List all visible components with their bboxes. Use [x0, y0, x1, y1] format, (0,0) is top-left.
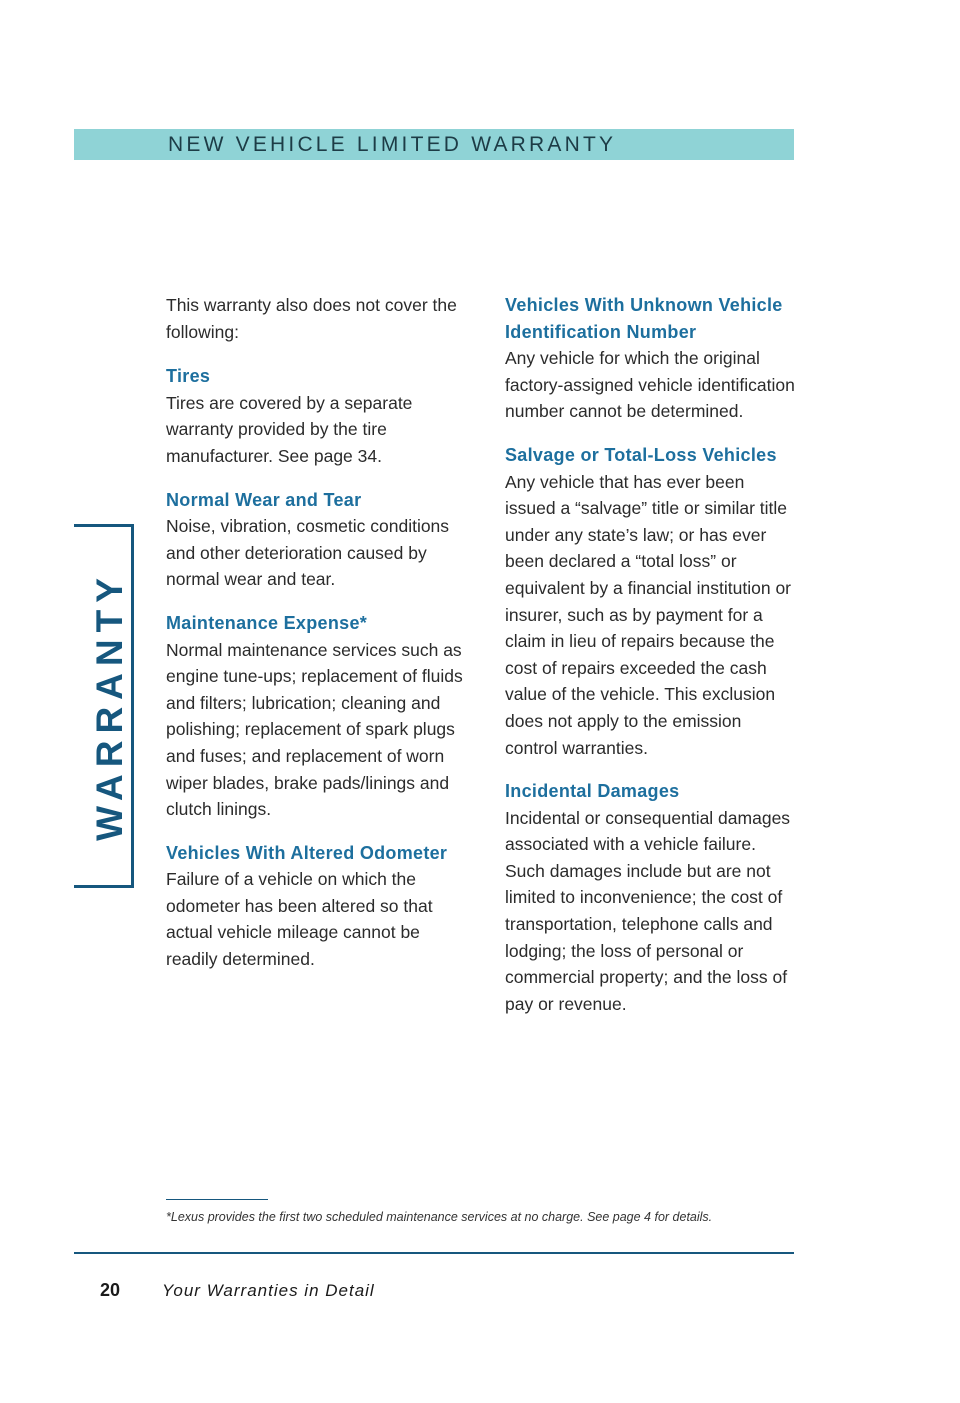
- section-heading: Vehicles With Unknown Vehicle Identification Number: [505, 295, 783, 342]
- section-tires: [166, 363, 466, 469]
- footer-divider: [74, 1252, 794, 1254]
- right-column: [505, 292, 795, 1034]
- section-body: Noise, vibration, cosmetic conditions and other deterioration caused by normal wear and tear.: [166, 516, 450, 590]
- section-body: Normal maintenance services such as engine tune-ups; replacement of fluids and filters; lubrication; cleaning and polishing; replacement of spark plugs and fuses; and replacement of worn wiper blades, brake pads/linings and clutch linings.: [166, 639, 463, 820]
- section-body: Tires are covered by a separate warranty provided by the tire manufacturer. See page 34.: [166, 392, 413, 466]
- section-salvage: [505, 442, 795, 761]
- section-heading: Salvage or Total-Loss Vehicles: [505, 444, 777, 465]
- section-heading: Maintenance Expense*: [166, 612, 368, 633]
- header-banner: [74, 129, 794, 160]
- section-normal-wear: [166, 487, 466, 593]
- section-unknown-vin: [505, 292, 795, 425]
- footnote: *Lexus provides the first two scheduled maintenance services at no charge. See page 4 for details.: [166, 1210, 713, 1224]
- section-body: Any vehicle for which the original factory-assigned vehicle identification number cannot be determined.: [505, 348, 795, 422]
- section-body: Incidental or consequential damages associated with a vehicle failure. Such damages include but are not limited to inconvenience; the cost of transportation, telephone calls and lodging; the loss of personal or commercial property; and the loss of pay or revenue.: [505, 807, 791, 1014]
- section-altered-odometer: [166, 840, 466, 973]
- section-incidental-damages: [505, 778, 795, 1017]
- section-heading: Tires: [166, 366, 211, 387]
- side-tab-label: WARRANTY: [89, 571, 130, 841]
- section-maintenance-expense: [166, 610, 466, 823]
- running-title: Your Warranties in Detail: [162, 1281, 375, 1300]
- section-body: Failure of a vehicle on which the odometer has been altered so that actual vehicle mileage cannot be readily determined.: [166, 869, 433, 970]
- section-heading: Incidental Damages: [505, 781, 680, 802]
- section-heading: Vehicles With Altered Odometer: [166, 842, 448, 863]
- page-header-title: NEW VEHICLE LIMITED WARRANTY: [168, 133, 617, 156]
- section-heading: Normal Wear and Tear: [166, 489, 362, 510]
- section-body: Any vehicle that has ever been issued a “salvage” title or similar title under any state’s law; or has ever been declared a “total loss” or equivalent by a financial institution or insurer, such as by payment for a claim in lieu of repairs because the cost of repairs exceeded the cash value of the vehicle. This exclusion does not apply to the emission control warranties.: [505, 471, 792, 758]
- left-column: [166, 292, 466, 990]
- page-number: 20: [100, 1280, 121, 1300]
- footnote-divider: [166, 1199, 268, 1200]
- intro-text: This warranty also does not cover the following:: [166, 295, 457, 342]
